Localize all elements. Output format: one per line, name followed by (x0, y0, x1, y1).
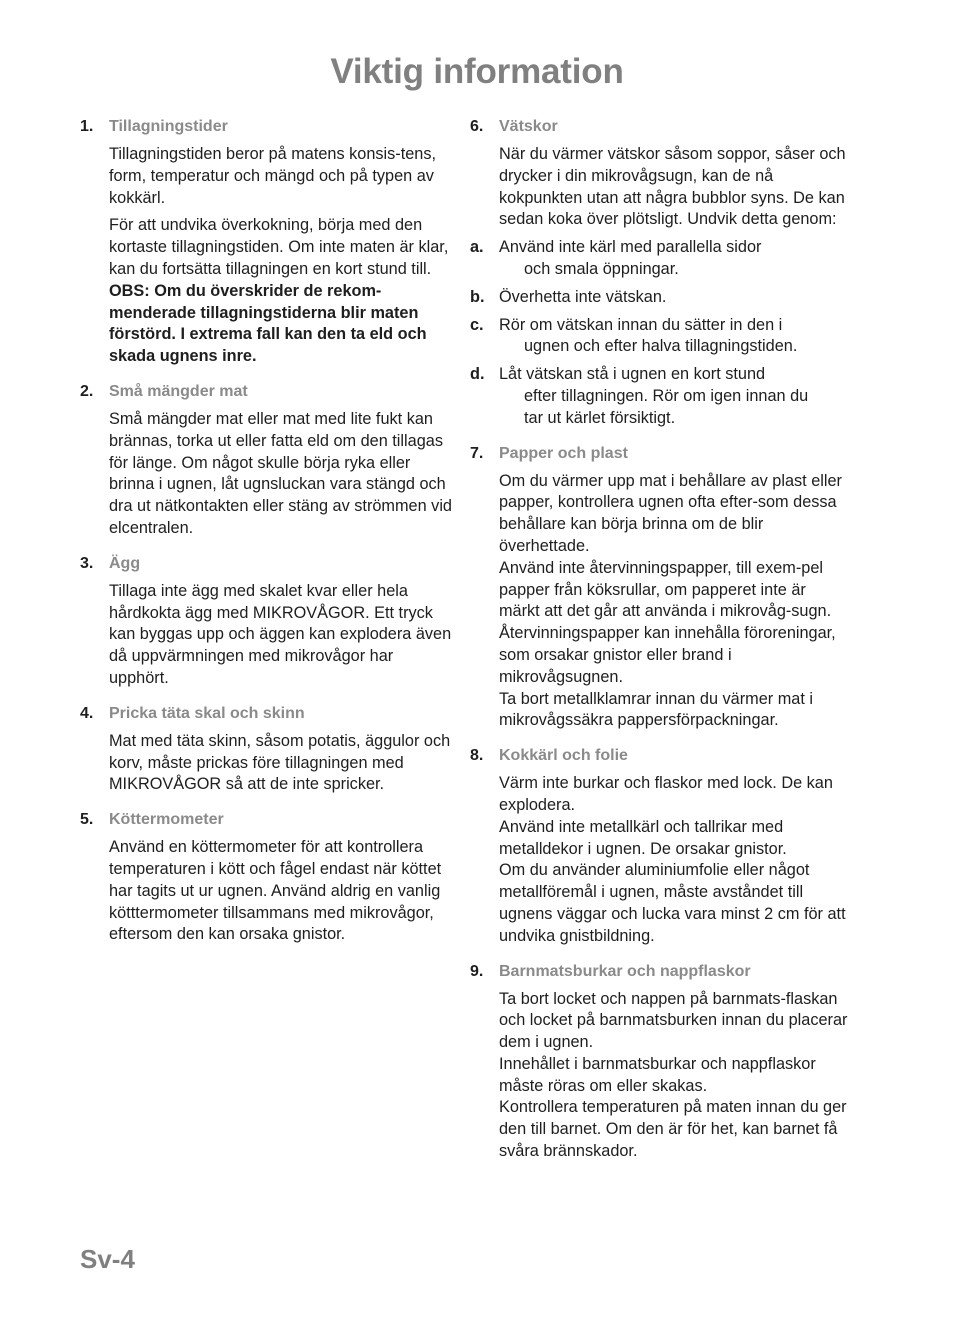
section-cooking-times (80, 116, 456, 368)
section-number: 9. (470, 962, 484, 980)
section-number: 7. (470, 444, 484, 462)
warning-paragraph: OBS: Om du överskrider de rekom-menderade tillagningstiderna blir maten förstörd. I extrema fall kan den ta eld och skada ugnens inre. (109, 281, 427, 366)
list-item (470, 315, 850, 359)
section-heading (80, 381, 456, 403)
section-heading (80, 703, 456, 725)
paragraph: Tillaga inte ägg med skalet kvar eller hela hårdkokta ägg med MIKROVÅGOR. Ett tryck kan byggas upp och äggen kan explodera även då uppvärmningen med mikrovågor har upphört. (109, 581, 452, 687)
section-title: Vätskor (499, 118, 558, 135)
paragraph: När du värmer vätskor såsom soppor, såser och drycker i din mikrovågsugn, kan de nå kokpunkten utan att några bubblor syns. De kan sedan koka över plötsligt. Undvik detta genom: (499, 145, 846, 229)
section-number: 3. (80, 554, 94, 572)
section-number: 2. (80, 382, 94, 400)
list-item (470, 237, 850, 281)
paragraph: Kontrollera temperaturen på maten innan du ger den till barnet. Om den är för het, kan barnet få svåra brännskador. (499, 1098, 847, 1161)
section-title: Köttermometer (109, 811, 224, 829)
section-paper-plastic (470, 443, 850, 733)
section-number: 6. (470, 118, 484, 135)
section-meat-thermometer (80, 809, 456, 946)
section-baby-food (470, 961, 850, 1163)
paragraph: Använd en köttermometer för att kontrollera temperaturen i kött och fågel endast när köttet har tagits ut ur ugnen. Använd aldrig en vanlig kötttermometer tillsammans med mikrovågor, eftersom den kan orsaka gnistor. (109, 838, 442, 944)
left-column (80, 116, 456, 959)
page-title: Viktig information (330, 52, 624, 91)
section-eggs (80, 553, 456, 690)
paragraph: Ta bort locket och nappen på barnmats-flaskan och locket på barnmatsburken innan du placerar dem i ugnen. (499, 989, 848, 1052)
section-pierce-skins (80, 703, 456, 796)
section-number: 5. (80, 811, 94, 829)
section-title: Små mängder mat (109, 382, 248, 400)
paragraph: Tillagningstiden beror på matens konsis-tens, form, temperatur och mängd och på typen av kokkärl. (109, 145, 436, 207)
paragraph: Värm inte burkar och flaskor med lock. De kan explodera. (499, 774, 833, 814)
paragraph: Mat med täta skinn, såsom potatis, äggulor och korv, måste prickas före tillagningen med MIKROVÅGOR så att de inte spricker. (109, 731, 451, 794)
section-title: Ägg (109, 554, 141, 572)
paragraph: Om du använder aluminiumfolie eller något metallföremål i ugnen, måste avståndet till ugnens väggar och lucka vara minst 2 cm för att undvika gnistbildning. (499, 861, 846, 945)
paragraph: För att undvika överkokning, börja med den kortaste tillagningstiden. Om inte maten är klar, kan du fortsätta tillagningen en kort stund till. (109, 216, 449, 278)
list-letter: b. (470, 287, 485, 306)
section-cookware-foil (470, 745, 850, 947)
paragraph: Innehållet i barnmatsburkar och nappflaskor måste röras om eller skakas. (499, 1054, 816, 1095)
paragraph: Använd inte metallkärl och tallrikar med metalldekor i ugnen. De orsakar gnistor. (499, 817, 787, 858)
section-title: Kokkärl och folie (499, 747, 628, 765)
section-heading (80, 809, 456, 831)
list-item (470, 287, 850, 309)
section-heading (470, 116, 850, 138)
section-number: 8. (470, 747, 484, 765)
list-letter: c. (470, 315, 484, 334)
section-number: 4. (80, 704, 94, 722)
page-number: Sv-4 (80, 1244, 135, 1274)
list-item (470, 364, 850, 429)
right-column (470, 116, 850, 1176)
section-title: Pricka täta skal och skinn (109, 704, 305, 722)
section-number: 1. (80, 118, 94, 135)
list-text: Rör om vätskan innan du sätter in den i ugnen och efter halva tillagningstiden. (499, 315, 798, 356)
section-liquids (470, 116, 850, 430)
section-heading (80, 553, 456, 575)
section-title: Papper och plast (499, 444, 628, 462)
list-letter: d. (470, 365, 485, 384)
list-text: Använd inte kärl med parallella sidor och smala öppningar. (499, 238, 762, 278)
list-text: Låt vätskan stå i ugnen en kort stund efter tillagningen. Rör om igen innan du tar ut kärlet försiktigt. (499, 365, 809, 427)
section-small-quantities (80, 381, 456, 540)
section-heading (470, 443, 850, 465)
paragraph: Små mängder mat eller mat med lite fukt kan brännas, torka ut eller fatta eld om den tillagas för länge. Om något skulle börja ryka eller brinna i ugnen, låt ugnsluckan vara stängd och dra ut nätkontakten eller stäng av strömmen vid elcentralen. (109, 409, 452, 537)
paragraph: Använd inte återvinningspapper, till exem-pel papper från köksrullar, om papperet inte är märkt att det går att använda i mikrovåg-sugn. Återvinningspapper kan innehålla föroreningar, som orsakar gnistor eller brand i mikrovågsugnen. (499, 558, 836, 686)
list-letter: a. (470, 238, 484, 257)
section-heading (80, 116, 456, 138)
list-text: Överhetta inte vätskan. (499, 287, 667, 306)
section-title: Barnmatsburkar och nappflaskor (499, 962, 751, 980)
paragraph: Om du värmer upp mat i behållare av plast eller papper, kontrollera ugnen ofta efter-som dessa behållare kan börja brinna om de blir överhettade. (499, 471, 842, 555)
section-title: Tillagningstider (109, 118, 228, 135)
section-heading (470, 961, 850, 983)
paragraph: Ta bort metallklamrar innan du värmer mat i mikrovågssäkra pappersförpackningar. (499, 689, 813, 730)
section-heading (470, 745, 850, 767)
